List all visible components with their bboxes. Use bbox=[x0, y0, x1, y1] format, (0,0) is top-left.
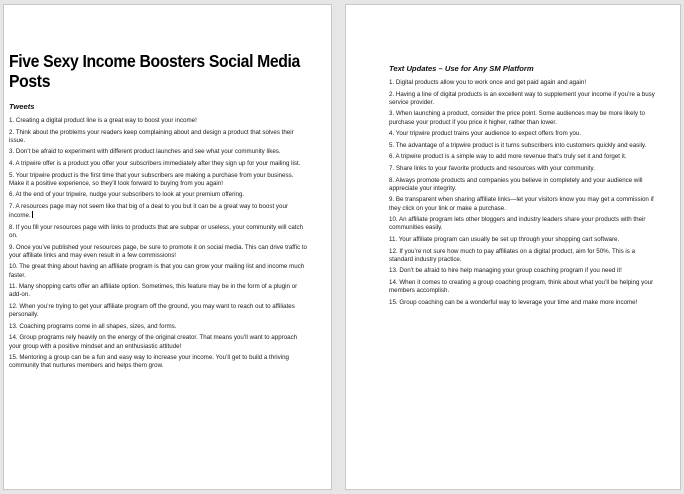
tweet-item: 13. Coaching programs come in all shapes, sizes, and forms. bbox=[9, 322, 177, 330]
text-updates-heading: Text Updates – Use for Any SM Platform bbox=[389, 64, 534, 73]
tweets-list bbox=[9, 117, 309, 374]
tweet-item-text: 7. A resources page may not seem like that big of a deal to you but it can be a great way to boost your income. bbox=[9, 202, 288, 220]
tweet-item: 14. Group programs rely heavily on the energy of the original creator. That means you’ll want to approach your group with a positive mindset and an enthusiastic attitude! bbox=[9, 334, 298, 350]
tweet-item: 1. Creating a digital product line is a great way to boost your income! bbox=[9, 117, 197, 124]
tweet-item: 12. When you’re trying to get your affiliate program off the ground, you may want to reach out to affiliates personally. bbox=[9, 302, 295, 319]
text-update-item: 6. A tripwire product is a simple way to add more revenue that’s truly set it and forget it. bbox=[389, 153, 627, 161]
tweet-item: 5. Your tripwire product is the first time that your subscribers are making a purchase from your business. Make it a positive experience, so they’ll look forward to buying from you again! bbox=[9, 171, 294, 187]
text-cursor bbox=[32, 211, 33, 218]
text-update-item: 12. If you’re not sure how much to pay affiliates on a digital product, aim for 50%. This is a standard industry practice. bbox=[389, 247, 636, 263]
tweet-item: 11. Many shopping carts offer an affiliate option. Sometimes, this feature may be in the form of a plugin or add-on. bbox=[9, 283, 298, 299]
text-update-item: 13. Don’t be afraid to hire help managing your group coaching program if you need it! bbox=[389, 267, 622, 275]
tweet-item: 3. Don’t be afraid to experiment with different product launches and see what your community likes. bbox=[9, 148, 281, 156]
text-update-item: 14. When it comes to creating a group coaching program, think about what you’ll be helping your members accomplish. bbox=[389, 278, 654, 295]
text-update-item: 2. Having a line of digital products is an excellent way to supplement your income if you’re a busy service provider. bbox=[389, 90, 655, 106]
tweet-item: 10. The great thing about having an affiliate program is that you can grow your mailing list and income much faster. bbox=[9, 263, 305, 279]
tweet-item: 9. Once you’ve published your resources page, be sure to promote it on social media. This can drive traffic to your affiliate links and may even result in a few commissions! bbox=[9, 243, 307, 259]
document-page-left[interactable] bbox=[3, 4, 332, 490]
document-title: Five Sexy Income Boosters Social Media Posts bbox=[9, 51, 300, 91]
tweet-item: 15. Mentoring a group can be a fun and easy way to increase your income. You’ll get to build a thriving community that nurtures members and helps them grow. bbox=[9, 354, 289, 370]
text-update-item: 1. Digital products allow you to work once and get paid again and again! bbox=[389, 79, 587, 86]
tweets-heading: Tweets bbox=[9, 102, 35, 111]
text-update-item: 11. Your affiliate program can usually be set up through your shopping cart software. bbox=[389, 235, 620, 243]
tweet-item: 2. Think about the problems your readers keep complaining about and design a product that solves their issue. bbox=[9, 128, 294, 144]
text-update-item: 5. The advantage of a tripwire product is it turns subscribers into customers quickly and easily. bbox=[389, 141, 647, 149]
text-update-item: 7. Share links to your favorite products and resources with your community. bbox=[389, 164, 595, 172]
tweet-item: 4. A tripwire offer is a product you offer your subscribers immediately after they sign up for your mailing list. bbox=[9, 159, 301, 167]
text-update-item: 9. Be transparent when sharing affiliate links—let your visitors know you may get a commission if they click on your link or make a purchase. bbox=[389, 196, 654, 212]
text-updates-list bbox=[389, 79, 659, 310]
tweet-item: 6. At the end of your tripwire, nudge your subscribers to look at your premium offering. bbox=[9, 191, 245, 199]
text-update-item: 15. Group coaching can be a wonderful way to leverage your time and make more income! bbox=[389, 298, 638, 306]
text-update-item: 4. Your tripwire product trains your audience to expect offers from you. bbox=[389, 130, 582, 138]
text-update-item: 8. Always promote products and companies you believe in completely and your audience will appreciate your integrity. bbox=[389, 176, 643, 192]
text-update-item: 10. An affiliate program lets other bloggers and industry leaders share your products with their communities easily. bbox=[389, 216, 646, 232]
tweet-item bbox=[9, 203, 309, 220]
document-page-right[interactable] bbox=[345, 4, 681, 490]
text-update-item: 3. When launching a product, consider the price point. Some audiences may be more likely to purchase your product if you price it higher, rather than lower. bbox=[389, 110, 645, 126]
tweet-item: 8. If you fill your resources page with links to products that are subpar or useless, your community will catch on. bbox=[9, 223, 304, 239]
